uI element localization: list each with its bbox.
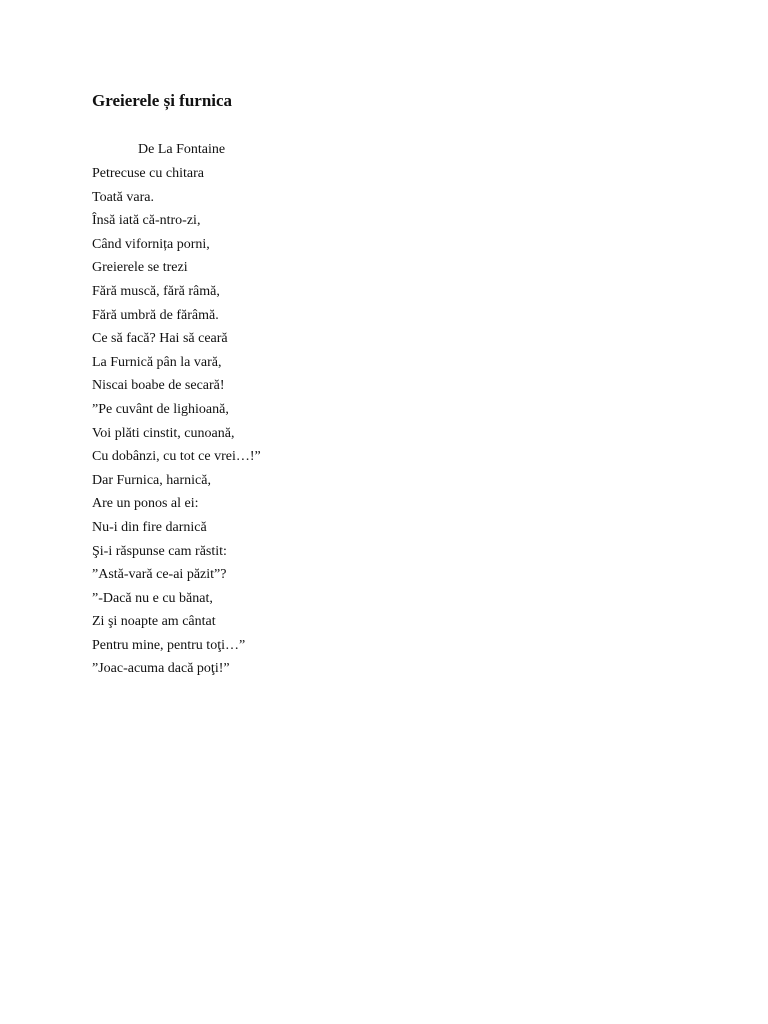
poem-line: Voi plăti cinstit, cunoană, <box>92 425 235 441</box>
poem-line: Când vifornița porni, <box>92 236 210 252</box>
poem-line: ”Pe cuvânt de lighioană, <box>92 401 229 417</box>
poem-line: Pentru mine, pentru toţi…” <box>92 637 246 653</box>
poem-line: Dar Furnica, harnică, <box>92 472 211 488</box>
poem-line: Însă iată că-ntro-zi, <box>92 213 201 229</box>
poem-author: De La Fontaine <box>138 142 226 157</box>
poem-line: Nu-i din fire darnică <box>92 519 207 535</box>
poem-body <box>92 164 261 683</box>
poem-line: Şi-i răspunse cam răstit: <box>92 543 227 559</box>
poem-title: Greierele și furnica <box>92 91 233 110</box>
poem-line: Petrecuse cu chitara <box>92 166 204 181</box>
poem-line: Cu dobânzi, cu tot ce vrei…!” <box>92 449 261 465</box>
poem-line: Greierele se trezi <box>92 260 188 276</box>
poem-line: ”Joac-acuma dacă poţi!” <box>92 661 230 677</box>
poem-line: Niscai boabe de secară! <box>92 378 225 394</box>
poem-line: Ce să facă? Hai să ceară <box>92 331 228 347</box>
poem-line: Are un ponos al ei: <box>92 496 199 512</box>
poem-line: Fără umbră de fărâmă. <box>92 307 219 323</box>
poem-line: ”Astă-vară ce-ai păzit”? <box>92 567 227 583</box>
poem-line: Zi şi noapte am cântat <box>92 614 216 630</box>
poem-line: Fără muscă, fără râmă, <box>92 283 220 299</box>
poem-line: Toată vara. <box>92 189 154 205</box>
poem-line: La Furnică pân la vară, <box>92 354 222 370</box>
poem-line: ”-Dacă nu e cu bănat, <box>92 590 213 606</box>
